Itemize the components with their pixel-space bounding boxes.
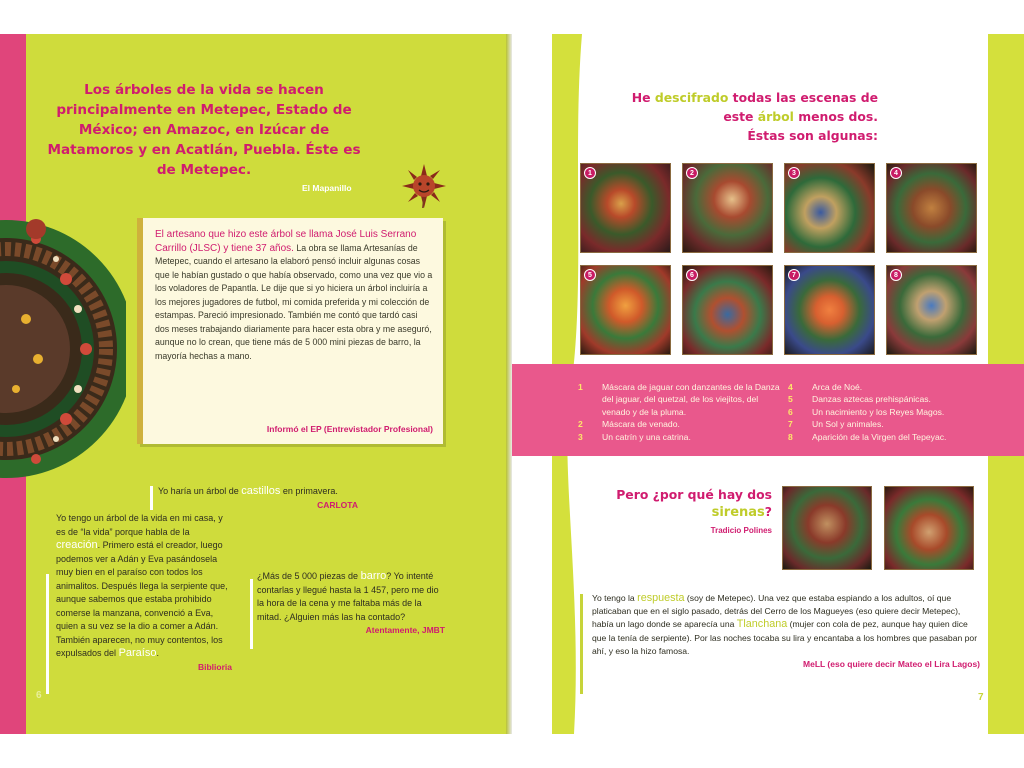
- quote-bar: [46, 574, 49, 694]
- carlota-highlight: castillos: [241, 485, 281, 497]
- biblioria-quote: [56, 512, 232, 674]
- scene-number: 3: [578, 431, 583, 442]
- page-number-right: 7: [978, 692, 984, 703]
- answer-text: (mujer con cola de pez, aunque hay quien dice que la tenía de serpiente). Por las noches tocaba su lira y encantaba a los hombres que pasaban por ahí, y eso la hizo famosa.: [592, 619, 978, 656]
- question-mark: ?: [764, 504, 772, 519]
- scene-text: Danzas aztecas prehispánicas.: [812, 394, 931, 405]
- biblioria-text: . Primero está el creador, luego podemos ver a Adán y Eva pasándosela muy bien en el paraíso con todos los animalitos. Después llega la serpiente que, aunque sabemos que estaba prohibido comerse la manzana, convenció a Eva, quien a su vez se la dio a comer a Adán. También aparecen, no muy contentos, los expulsados del: [56, 540, 228, 658]
- scene-thumb-4: [886, 163, 977, 253]
- scene-text: Máscara de venado.: [602, 419, 680, 430]
- siren-image-1: [782, 486, 872, 570]
- heading-highlight: árbol: [757, 109, 794, 124]
- scene-thumb-3: [784, 163, 875, 253]
- siren-image-2: [884, 486, 974, 570]
- thumb-number: 7: [788, 269, 800, 281]
- question-text: Pero ¿por qué hay dos: [616, 487, 772, 502]
- siren-answer-quote: [592, 592, 980, 671]
- jmbt-signature: Atentamente, JMBT: [365, 625, 445, 635]
- question-highlight: sirenas: [711, 505, 765, 520]
- left-page: [0, 34, 510, 734]
- thumb-number: 2: [686, 167, 698, 179]
- scene-text: Un nacimiento y los Reyes Magos.: [812, 406, 945, 417]
- biblioria-signature: Biblioria: [197, 661, 232, 672]
- scene-thumb-2: [682, 163, 773, 253]
- intro-heading: Los árboles de la vida se hacen principalmente en Metepec, Estado de México; en Amazoc, en Izúcar de Matamoros y en Acatlán, Puebla. Éste es de Metepec.: [47, 82, 361, 178]
- quote-bar: [150, 486, 153, 510]
- scene-thumb-6: [682, 265, 773, 355]
- scene-item: [788, 418, 984, 430]
- heading-text: He: [631, 90, 651, 105]
- biblioria-highlight: Paraíso: [118, 647, 157, 659]
- carlota-signature: CARLOTA: [317, 499, 358, 510]
- scene-text: Un Sol y animales.: [812, 419, 884, 430]
- scene-number: 6: [788, 406, 793, 417]
- scene-list-band: [512, 364, 1024, 456]
- scenes-heading: [628, 88, 878, 145]
- jmbt-highlight: barro: [360, 570, 387, 582]
- interview-body: La obra se llama Artesanías de Metepec, cuando el artesano la elaboró pensó incluir algunas cosas que le habían gustado o que había observado, como una vez que vio a los voladores de Papantla. Le dije que si yo hiciera un árbol incluiría a los mejores jugadores de futbol, mi comida preferida y mi colección de estampas. Pareció impresionado. También me contó que tardó casi dos meses trabajando diariamente para hacer esta obra y me aseguró, aunque no lo crean, que tiene más de 5 000 mini piezas de barro, la mayoría hechas a mano.: [155, 242, 433, 361]
- biblioria-highlight: creación: [56, 539, 98, 551]
- scene-thumb-7: [784, 265, 875, 355]
- scene-text: Máscara de jaguar con danzantes de la Danza del jaguar, del quetzal, de los viejitos, del venado y de la pluma.: [602, 382, 780, 417]
- scene-item: [578, 381, 788, 418]
- scene-number: 4: [788, 382, 793, 392]
- book-spread: [0, 34, 1024, 734]
- scene-number: 5: [788, 394, 793, 405]
- carlota-text: Yo haría un árbol de: [158, 486, 239, 496]
- intro-signature: El Mapanillo: [302, 183, 352, 193]
- heading-text: Éstas son algunas:: [747, 128, 878, 143]
- sirens-question: [612, 486, 772, 521]
- thumb-number: 1: [584, 167, 596, 179]
- jmbt-text-end: ? Yo intenté contarlas y llegué hasta la 1 457, pero me dio la hora de la cena y me faltaba más de la mitad. ¿Alguien más las ha contado?: [257, 571, 439, 622]
- scene-list-left: [578, 381, 788, 443]
- tree-of-life-wreath-image: [0, 199, 126, 499]
- interview-lead: El artesano que hizo este árbol se llama José Luis Serrano Carrillo (JLSC) y tiene 37 años.: [155, 229, 417, 254]
- scene-thumb-8: [886, 265, 977, 355]
- scene-number: 2: [578, 419, 583, 430]
- scene-item: [578, 418, 788, 430]
- scene-item: [788, 393, 984, 405]
- right-page: [512, 34, 1024, 734]
- answer-highlight: respuesta: [637, 592, 685, 604]
- scene-number: 1: [578, 382, 583, 392]
- answer-signature: MeLL (eso quiere decir Mateo el Lira Lagos): [803, 659, 980, 670]
- scene-thumbnails: [578, 161, 978, 357]
- scene-text: Aparición de la Virgen del Tepeyac.: [812, 431, 947, 442]
- scene-item: [788, 381, 984, 393]
- interview-box: [137, 218, 443, 444]
- scene-thumb-1: [580, 163, 671, 253]
- scene-list-right: [788, 381, 984, 443]
- question-signature: Tradicio Polines: [710, 526, 772, 535]
- scene-item: [578, 431, 788, 443]
- scene-number: 8: [788, 431, 793, 442]
- answer-text: (soy de Metepec). Una vez que estaba espiando a los adultos, oí que platicaban que en el siglo pasado, detrás del Cerro de los Magueyes (eso quiere decir Metepec), había un lago donde se aparecía una: [592, 593, 961, 630]
- scene-number: 7: [788, 419, 793, 430]
- scene-item: [788, 406, 984, 418]
- quote-bar: [250, 579, 253, 649]
- heading-text: todas las escenas de este: [723, 90, 878, 124]
- answer-text: Yo tengo la: [592, 593, 635, 603]
- thumb-number: 3: [788, 167, 800, 179]
- answer-highlight: Tlanchana: [736, 618, 788, 631]
- scene-item: [788, 431, 984, 443]
- heading-text: menos dos.: [798, 109, 878, 124]
- thumb-number: 6: [686, 269, 698, 281]
- page-number-left: 6: [36, 690, 42, 701]
- interview-signature: Informó el EP (Entrevistador Profesional): [266, 423, 433, 434]
- clay-sun-ornament: [402, 164, 446, 208]
- thumb-number: 4: [890, 167, 902, 179]
- heading-highlight: descifrado: [654, 90, 729, 105]
- jmbt-quote: [257, 570, 445, 638]
- thumb-number: 5: [584, 269, 596, 281]
- quote-bar: [580, 594, 583, 694]
- biblioria-text: Yo tengo un árbol de la vida en mi casa, y es de “la vida” porque habla de la: [56, 513, 223, 537]
- scene-text: Un catrín y una catrina.: [602, 431, 691, 442]
- biblioria-text-end: .: [156, 648, 159, 658]
- thumb-number: 8: [890, 269, 902, 281]
- jmbt-text: ¿Más de 5 000 piezas de: [257, 571, 359, 581]
- carlota-quote: [158, 485, 358, 512]
- scene-thumb-5: [580, 265, 671, 355]
- carlota-text-end: en primavera.: [282, 486, 338, 496]
- scene-text: Arca de Noé.: [812, 382, 863, 392]
